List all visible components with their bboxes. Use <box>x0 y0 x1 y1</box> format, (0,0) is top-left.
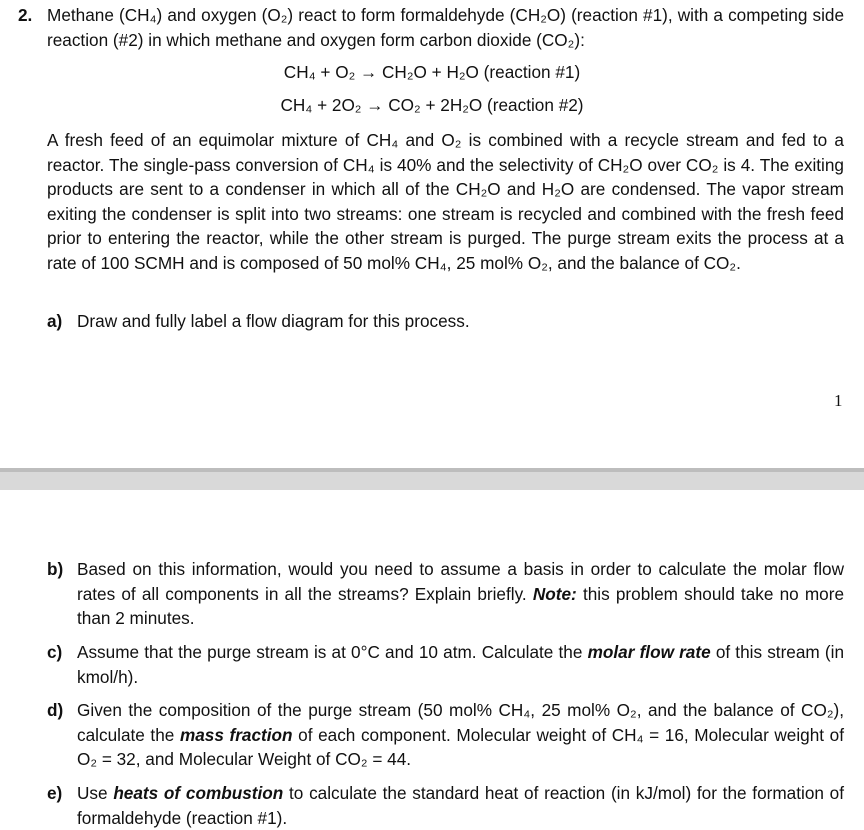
part-b-question: Based on this information, would you need to assume a basis in order to calculate the molar flow rates of all components in all the streams? Explain briefly. <box>77 559 844 604</box>
question-number: 2. <box>18 5 33 25</box>
part-b-text <box>77 557 844 631</box>
part-e-text <box>77 781 844 830</box>
page-number: 1 <box>834 391 843 410</box>
part-a-text: Draw and fully label a flow diagram for this process. <box>77 311 470 331</box>
part-a-label: a) <box>47 311 63 331</box>
problem-description: A fresh feed of an equimolar mixture of CH₄ and O₂ is combined with a recycle stream and fed to a reactor. The single-pass conversion of CH₄ is 40% and the selectivity of CH₂O over CO₂ is 4. The exiting products are sent to a condenser in which all of the CH₂O and H₂O are condensed. The vapor stream exiting the condenser is split into two streams: one stream is recycled and combined with the fresh feed prior to entering the reactor, while the other stream is purged. The purge stream exits the process at a rate of 100 SCMH and is composed of 50 mol% CH₄, 25 mol% O₂, and the balance of CO₂. <box>47 130 844 273</box>
part-b-note-text: this problem should take no more than 2 minutes. <box>77 583 845 628</box>
part-e-emphasis: heats of combustion <box>113 783 284 803</box>
page-break-top-edge <box>0 468 864 472</box>
part-c-emphasis: molar flow rate <box>587 642 711 662</box>
part-c-label: c) <box>47 642 63 662</box>
part-b-note-label: Note: <box>532 583 577 604</box>
part-d-emphasis: mass fraction <box>179 724 293 745</box>
part-d-text-after: of each component. Molecular weight of CH₄ = 16, Molecular weight of O₂ = 32, and Molecular Weight of CO₂ = 44. <box>77 724 845 769</box>
part-c-text-after: of this stream (in kmol/h). <box>77 642 845 687</box>
part-b-label: b) <box>47 559 64 579</box>
part-e-label: e) <box>47 783 63 803</box>
part-e-text-before: Use <box>77 783 108 803</box>
document-page-2 <box>0 490 864 830</box>
part-e-text-after: to calculate the standard heat of reaction (in kJ/mol) for the formation of formaldehyde (reaction #1). <box>77 783 844 828</box>
page-break <box>0 468 864 490</box>
part-d-text-before: Given the composition of the purge stream (50 mol% CH₄, 25 mol% O₂, and the balance of CO₂), calculate the <box>77 700 844 745</box>
reaction-1-equation: CH₄ + O₂ → CH₂O + H₂O (reaction #1) <box>283 62 581 82</box>
part-d-label: d) <box>47 700 64 720</box>
problem-intro: Methane (CH₄) and oxygen (O₂) react to form formaldehyde (CH₂O) (reaction #1), with a competing side reaction (#2) in which methane and oxygen form carbon dioxide (CO₂): <box>47 5 844 50</box>
part-d-text <box>77 698 844 772</box>
part-c-text-before: Assume that the purge stream is at 0°C and 10 atm. Calculate the <box>77 642 583 662</box>
part-c-text <box>77 640 844 689</box>
reaction-2-equation: CH₄ + 2O₂ → CO₂ + 2H₂O (reaction #2) <box>280 95 584 115</box>
